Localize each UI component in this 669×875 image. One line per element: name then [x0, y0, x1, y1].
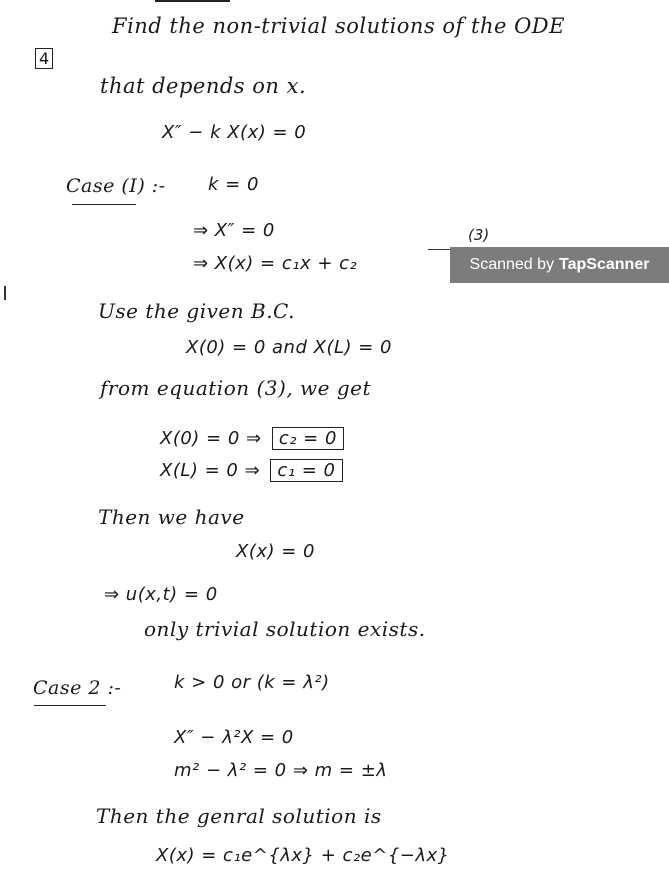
bc-result-2-left: X(L) = 0 ⇒ [160, 460, 261, 481]
intro-line-1: Find the non-trivial solutions of the ODE [112, 14, 565, 38]
case1-step1: ⇒ X″ = 0 [193, 220, 275, 241]
bc-result-2-box: c₁ = 0 [270, 459, 342, 482]
bc-result-1 [160, 427, 344, 450]
bc-result-1-left: X(0) = 0 ⇒ [160, 428, 262, 449]
case2-equation-1: X″ − λ²X = 0 [174, 727, 294, 748]
watermark-brand: TapScanner [559, 256, 650, 273]
conclusion-line-3: ⇒ u(x,t) = 0 [104, 584, 218, 605]
case1-step2: ⇒ X(x) = c₁x + c₂ [193, 253, 358, 274]
bc-result-1-box: c₂ = 0 [272, 427, 344, 450]
case1-condition: k = 0 [208, 174, 259, 195]
bc-result-2 [160, 459, 343, 482]
bc-line-1: Use the given B.C. [98, 299, 295, 323]
bc-line-2: X(0) = 0 and X(L) = 0 [186, 337, 392, 358]
conclusion-line-2: X(x) = 0 [236, 541, 316, 562]
case2-underline [34, 705, 106, 706]
general-solution-text: Then the genral solution is [96, 804, 382, 828]
main-equation: X″ − k X(x) = 0 [162, 122, 307, 143]
bc-line-3: from equation (3), we get [100, 376, 372, 400]
problem-number: 4 [35, 48, 53, 69]
watermark-text: Scanned by [469, 256, 555, 273]
conclusion-line-1: Then we have [98, 505, 245, 529]
case2-condition: k > 0 or (k = λ²) [174, 672, 330, 693]
intro-line-2: that depends on x. [100, 74, 307, 98]
case1-label: Case (I) :- [66, 175, 166, 197]
top-stroke [155, 0, 230, 2]
margin-stroke [4, 286, 6, 300]
case2-equation-2: m² − λ² = 0 ⇒ m = ±λ [174, 760, 388, 781]
general-solution-equation: X(x) = c₁e^{λx} + c₂e^{−λx} [156, 845, 450, 866]
equation-reference: (3) [468, 226, 490, 244]
conclusion-line-4: only trivial solution exists. [144, 617, 426, 641]
case2-label: Case 2 :- [33, 677, 122, 699]
case1-underline [72, 204, 136, 205]
scanner-watermark [450, 247, 669, 283]
reference-dash [428, 249, 450, 250]
